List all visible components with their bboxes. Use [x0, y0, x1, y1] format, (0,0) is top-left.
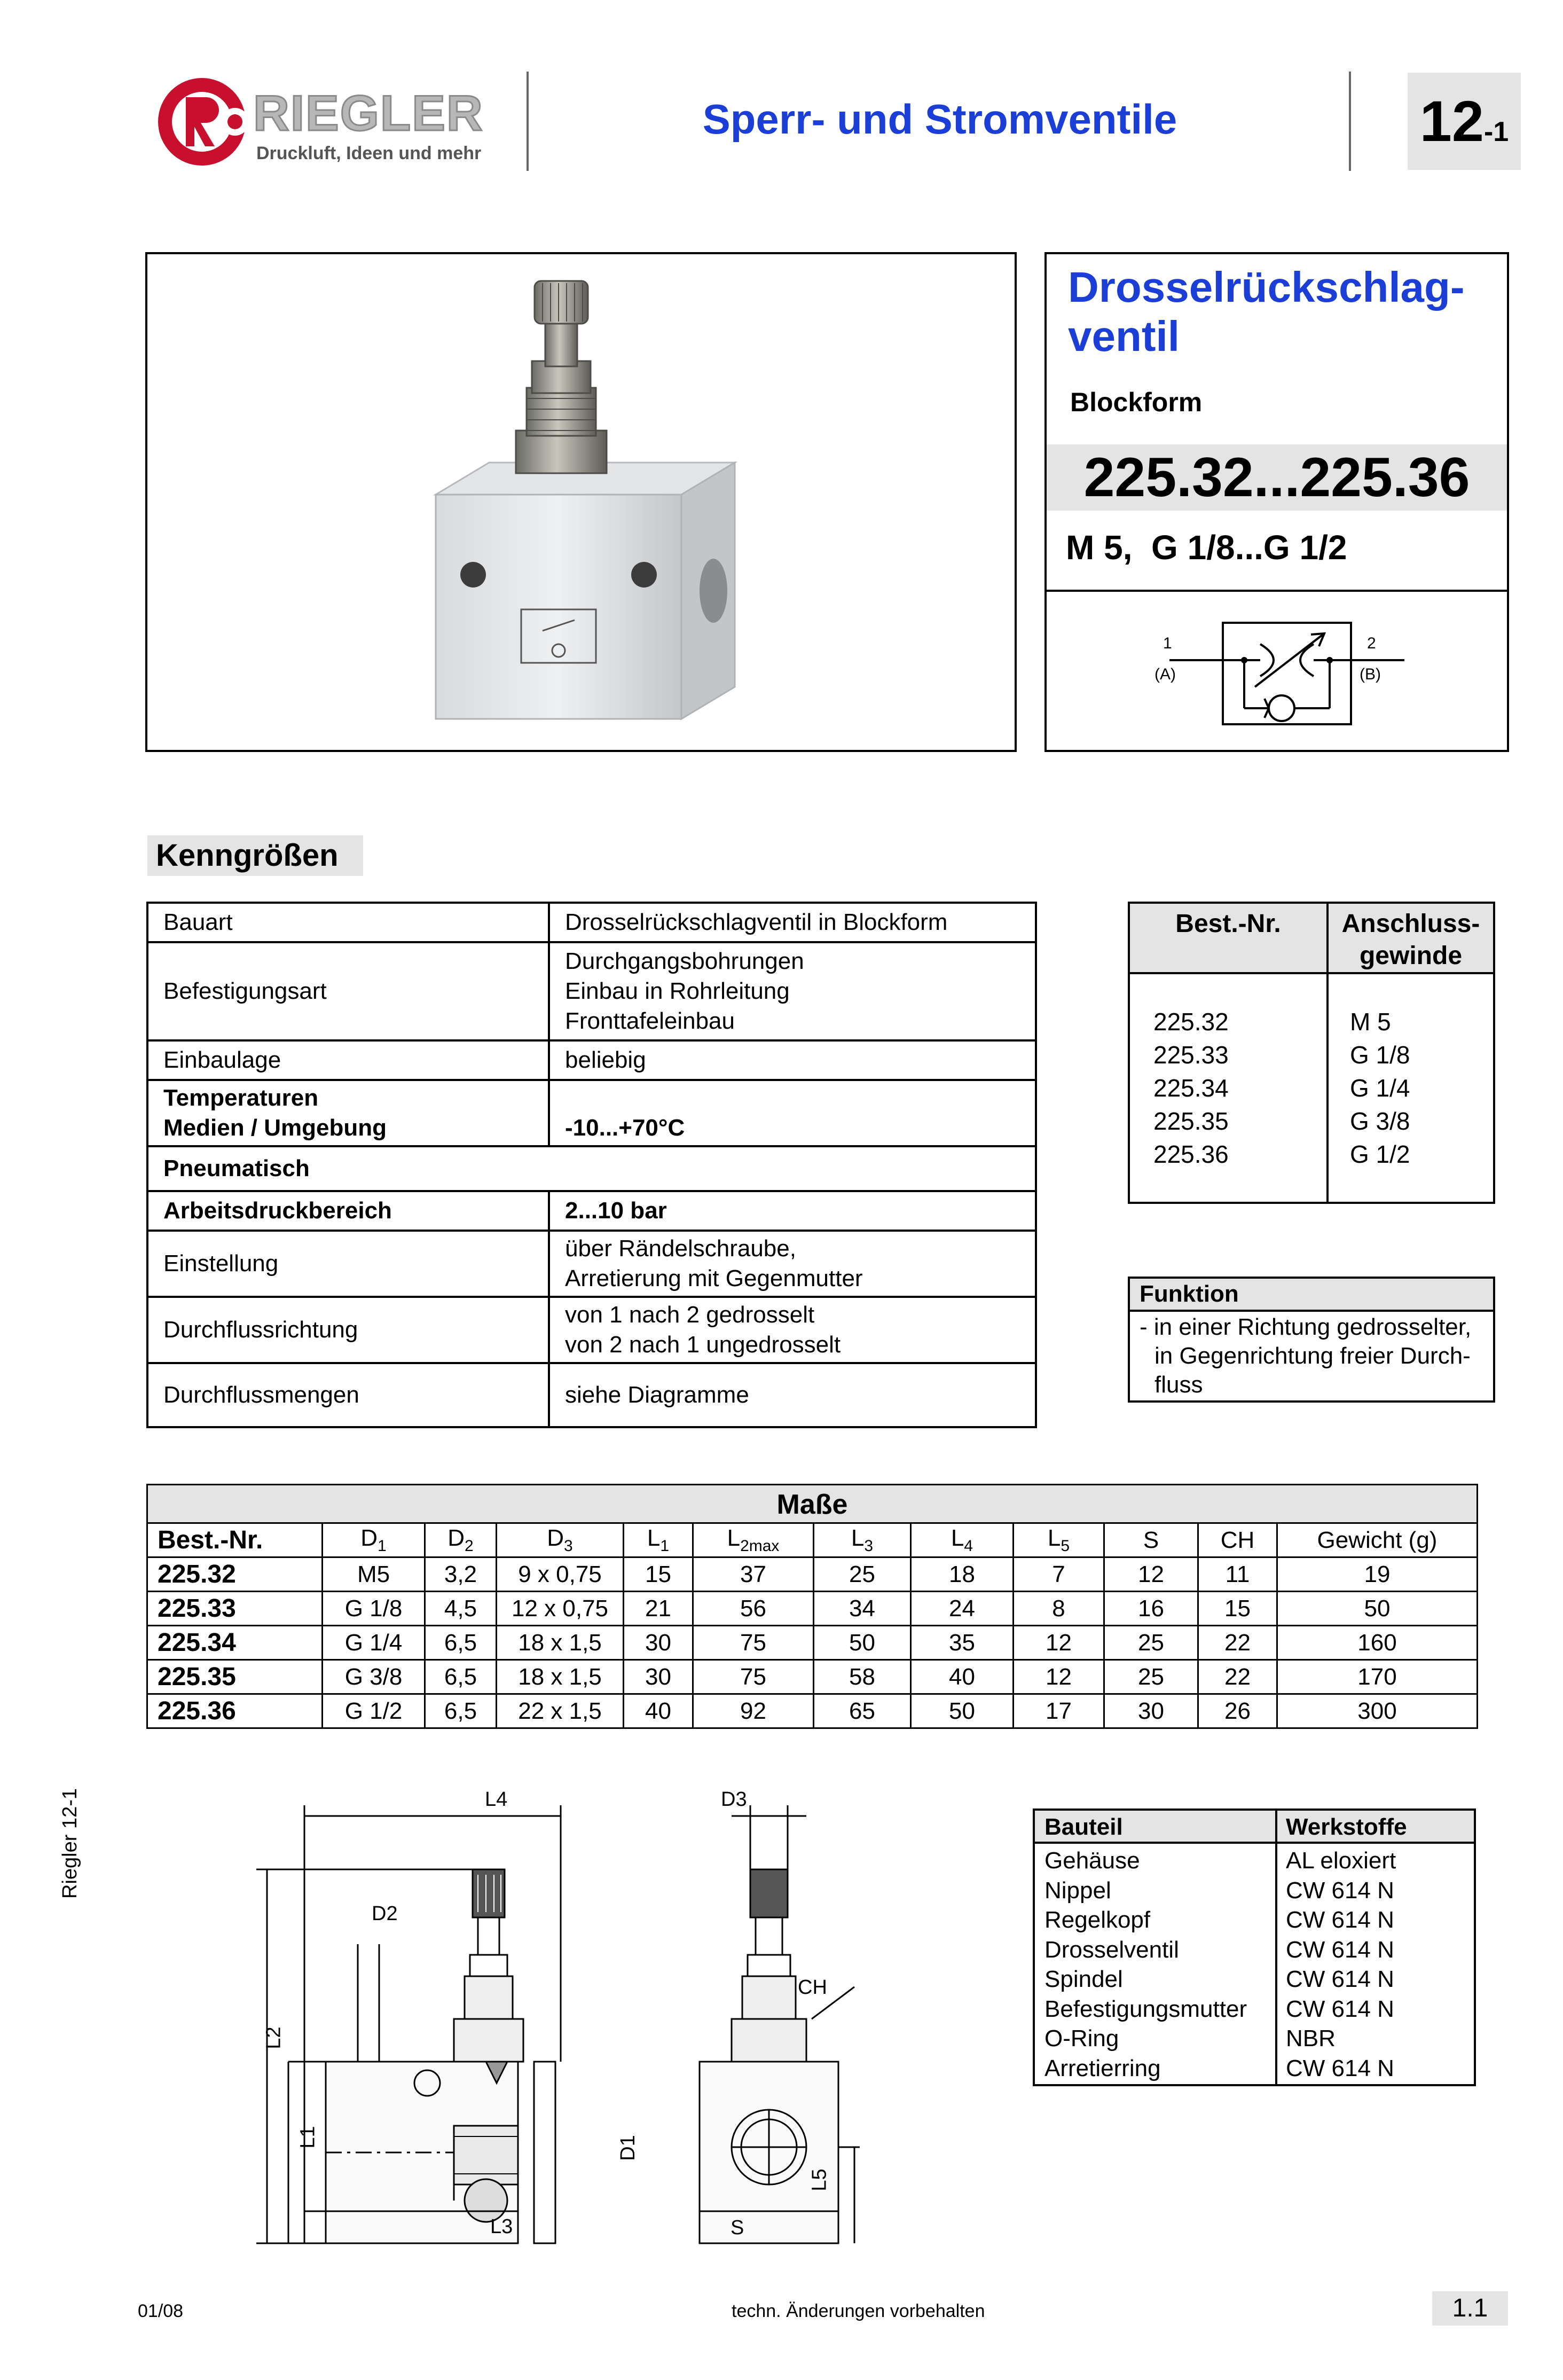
side-label: Riegler 12-1 [59, 1788, 81, 1899]
list-item: 225.34 [1153, 1074, 1229, 1102]
dimension-cell: 19 [1277, 1557, 1478, 1592]
drawing-label-L3: L3 [490, 2215, 513, 2238]
footer-note: techn. Änderungen vorbehalten [732, 2301, 985, 2321]
dimension-drawing [235, 1784, 876, 2254]
masse-header-cell: $L_{2max}$ [693, 1523, 814, 1557]
dimension-cell: 30 [1104, 1694, 1198, 1728]
dimension-cell: 40 [624, 1694, 693, 1728]
list-item: 225.32 [1153, 1008, 1229, 1036]
dimension-cell: 50 [911, 1694, 1014, 1728]
dimension-cell: 6,5 [425, 1660, 497, 1694]
dimension-cell: G 1/4 [323, 1626, 425, 1660]
article-range-band [1047, 444, 1507, 511]
list-item: 225.33 [1153, 1041, 1229, 1069]
list-item: M 5 [1350, 1008, 1391, 1036]
list-item: Arretierring [1044, 2055, 1161, 2081]
drawing-label-L4: L4 [485, 1788, 508, 1811]
logo-text: RIEGLER [253, 85, 484, 141]
list-item: G 1/2 [1350, 1140, 1410, 1168]
list-item: CW 614 N [1286, 1936, 1394, 1963]
article-number-cell: 225.35 [147, 1660, 323, 1694]
table-row: Bauart Drosselrückschlagventil in Blockform [147, 903, 1036, 942]
order-nr-list [1153, 1005, 1229, 1171]
drawing-label-D1: D1 [616, 2135, 639, 2161]
dimension-cell: 18 [911, 1557, 1014, 1592]
list-item: CW 614 N [1286, 1907, 1394, 1933]
materials-part-list [1044, 1846, 1247, 2083]
product-title-line2: ventil [1068, 312, 1180, 360]
dimension-cell: 170 [1277, 1660, 1478, 1694]
dimension-cell: 4,5 [425, 1592, 497, 1626]
drawing-label-L1: L1 [296, 2126, 319, 2149]
list-item: Befestigungsmutter [1044, 1995, 1247, 2022]
materials-col-divider [1275, 1811, 1277, 2084]
page-number-sub: -1 [1483, 116, 1509, 147]
symbol-port1-label: (A) [1154, 666, 1176, 683]
valve-symbol-icon [1137, 601, 1436, 735]
dimension-cell: 18 x 1,5 [497, 1660, 624, 1694]
list-item: CW 614 N [1286, 1877, 1394, 1904]
dimension-cell: 15 [624, 1557, 693, 1592]
masse-header-cell: CH [1198, 1523, 1277, 1557]
dimension-cell: 3,2 [425, 1557, 497, 1592]
list-item: Nippel [1044, 1877, 1111, 1904]
product-photo-frame [145, 252, 1017, 752]
list-item: Drosselventil [1044, 1936, 1179, 1963]
masse-header-cell: $D_2$ [425, 1523, 497, 1557]
funktion-heading: Funktion [1140, 1281, 1239, 1307]
materials-table [1033, 1809, 1476, 2086]
kenngroessen-heading: Kenngrößen [147, 835, 363, 876]
dimension-cell: 37 [693, 1557, 814, 1592]
dimension-cell: 40 [911, 1660, 1014, 1694]
product-subtitle: Blockform [1070, 387, 1203, 417]
dimension-cell: 50 [814, 1626, 911, 1660]
dimension-cell: 22 [1198, 1660, 1277, 1694]
drawing-label-L2: L2 [262, 2026, 285, 2049]
dimension-cell: M5 [323, 1557, 425, 1592]
list-item: CW 614 N [1286, 2055, 1394, 2081]
logo-tagline: Druckluft, Ideen und mehr [256, 143, 482, 163]
dimension-cell: 16 [1104, 1592, 1198, 1626]
product-photo [414, 270, 756, 740]
dimension-cell: G 3/8 [323, 1660, 425, 1694]
list-item: NBR [1286, 2025, 1336, 2052]
table-row: Durchflussrichtung von 1 nach 2 gedrosselt von 2 nach 1 ungedrosselt [147, 1297, 1036, 1363]
title-box-divider [1047, 590, 1507, 592]
dimension-cell: 25 [1104, 1660, 1198, 1694]
article-range: 225.32...225.36 [1083, 447, 1470, 508]
dimension-cell: 25 [1104, 1626, 1198, 1660]
dimension-cell: 22 [1198, 1626, 1277, 1660]
funktion-header [1130, 1279, 1493, 1312]
article-number-cell: 225.36 [147, 1694, 323, 1728]
dimension-cell: 18 x 1,5 [497, 1626, 624, 1660]
masse-heading: Maße [776, 1489, 848, 1520]
drawing-label-L5: L5 [808, 2168, 831, 2191]
article-number-cell: 225.34 [147, 1626, 323, 1660]
dimension-cell: 300 [1277, 1694, 1478, 1728]
dimension-cell: 50 [1277, 1592, 1478, 1626]
masse-heading-band [146, 1484, 1478, 1522]
drawing-label-D3: D3 [721, 1788, 747, 1811]
funktion-text: - in einer Richtung gedrosselter, in Gegenrichtung freier Durch- fluss [1140, 1314, 1472, 1398]
dimension-cell: 24 [911, 1592, 1014, 1626]
list-item: Spindel [1044, 1966, 1123, 1992]
dimension-cell: 12 [1104, 1557, 1198, 1592]
symbol-port2: 2 [1367, 635, 1376, 652]
dimension-cell: 6,5 [425, 1626, 497, 1660]
masse-header-row [147, 1523, 1478, 1557]
dimension-cell: 17 [1014, 1694, 1104, 1728]
list-item: Regelkopf [1044, 1907, 1151, 1933]
page-number: 12 [1419, 89, 1484, 153]
dimension-cell: G 1/2 [323, 1694, 425, 1728]
table-row: Pneumatisch [147, 1146, 1036, 1191]
table-row [147, 1694, 1478, 1728]
symbol-port2-label: (B) [1360, 666, 1381, 683]
dimension-cell: 22 x 1,5 [497, 1694, 624, 1728]
dimension-cell: 75 [693, 1626, 814, 1660]
dimension-cell: 160 [1277, 1626, 1478, 1660]
dimension-cell: 12 x 0,75 [497, 1592, 624, 1626]
dimension-cell: 30 [624, 1626, 693, 1660]
dimension-cell: 8 [1014, 1592, 1104, 1626]
logo [155, 75, 486, 171]
masse-header-cell: $L_5$ [1014, 1523, 1104, 1557]
masse-header-cell: $L_3$ [814, 1523, 911, 1557]
table-row: Einstellung über Rändelschraube, Arretierung mit Gegenmutter [147, 1231, 1036, 1297]
list-item: 225.35 [1153, 1107, 1229, 1135]
table-row: Einbaulage beliebig [147, 1040, 1036, 1080]
dimension-cell: 7 [1014, 1557, 1104, 1592]
page-number-box [1408, 73, 1521, 170]
dimension-cell: G 1/8 [323, 1592, 425, 1626]
header-divider-right [1349, 72, 1351, 171]
list-item: Gehäuse [1044, 1847, 1140, 1874]
drawing-label-S: S [731, 2217, 744, 2239]
materials-header-part: Bauteil [1044, 1814, 1123, 1840]
footer-date: 01/08 [138, 2301, 184, 2321]
dimension-cell: 21 [624, 1592, 693, 1626]
list-item: 225.36 [1153, 1140, 1229, 1168]
table-row: Befestigungsart Durchgangsbohrungen Einbau in Rohrleitung Fronttafeleinbau [147, 942, 1036, 1040]
masse-header-cell: S [1104, 1523, 1198, 1557]
footer-page-box [1432, 2291, 1508, 2326]
masse-header-cell: $D_3$ [497, 1523, 624, 1557]
table-row: Durchflussmengen siehe Diagramme [147, 1363, 1036, 1427]
funktion-box [1128, 1277, 1495, 1403]
table-row [147, 1592, 1478, 1626]
dimension-cell: 26 [1198, 1694, 1277, 1728]
list-item: CW 614 N [1286, 1995, 1394, 2022]
dimension-cell: 34 [814, 1592, 911, 1626]
masse-header-cell: $L_1$ [624, 1523, 693, 1557]
dimension-cell: 9 x 0,75 [497, 1557, 624, 1592]
materials-material-list [1286, 1846, 1396, 2083]
table-row: Arbeitsdruckbereich 2...10 bar [147, 1191, 1036, 1231]
materials-header-material: Werkstoffe [1286, 1814, 1407, 1840]
kenngroessen-table [146, 902, 1037, 1428]
order-col1-header: Best.-Nr. [1175, 910, 1281, 938]
list-item: AL eloxiert [1286, 1847, 1396, 1874]
drawing-label-D2: D2 [372, 1903, 398, 1925]
list-item: G 1/8 [1350, 1041, 1410, 1069]
product-title-line1: Drosselrückschlag- [1068, 263, 1465, 311]
list-item: O-Ring [1044, 2025, 1119, 2052]
dimension-cell: 65 [814, 1694, 911, 1728]
footer-page: 1.1 [1452, 2294, 1488, 2322]
dimension-cell: 15 [1198, 1592, 1277, 1626]
order-table [1128, 902, 1495, 1204]
drawing-label-CH: CH [798, 1976, 827, 1999]
dimension-cell: 30 [624, 1660, 693, 1694]
masse-header-cell: Best.-Nr. [147, 1523, 323, 1557]
table-row [147, 1660, 1478, 1694]
dimension-cell: 6,5 [425, 1694, 497, 1728]
article-number-cell: 225.33 [147, 1592, 323, 1626]
masse-header-cell: $D_1$ [323, 1523, 425, 1557]
table-row: Temperaturen Medien / Umgebung -10...+70°C [147, 1080, 1036, 1146]
article-number-cell: 225.32 [147, 1557, 323, 1592]
masse-header-cell: Gewicht (g) [1277, 1523, 1478, 1557]
dimension-cell: 35 [911, 1626, 1014, 1660]
dimension-cell: 25 [814, 1557, 911, 1592]
list-item: G 1/4 [1350, 1074, 1410, 1102]
order-col2-header-line1: Anschluss- [1341, 910, 1480, 938]
section-title: Sperr- und Stromventile [702, 96, 1177, 143]
list-item: G 3/8 [1350, 1107, 1410, 1135]
symbol-port1: 1 [1163, 635, 1172, 652]
dimension-cell: 92 [693, 1694, 814, 1728]
table-row [147, 1557, 1478, 1592]
order-thread-list [1350, 1005, 1410, 1171]
dimension-cell: 12 [1014, 1626, 1104, 1660]
dimension-cell: 56 [693, 1592, 814, 1626]
masse-table [146, 1522, 1478, 1729]
table-row [147, 1626, 1478, 1660]
product-title-box [1044, 252, 1509, 752]
order-col2-header-line2: gewinde [1359, 942, 1463, 970]
dimension-cell: 11 [1198, 1557, 1277, 1592]
list-item: CW 614 N [1286, 1966, 1394, 1992]
header-divider-left [527, 72, 529, 171]
masse-header-cell: $L_4$ [911, 1523, 1014, 1557]
dimension-cell: 58 [814, 1660, 911, 1694]
dimension-cell: 12 [1014, 1660, 1104, 1694]
logo-mark-icon [155, 75, 251, 171]
dimension-cell: 75 [693, 1660, 814, 1694]
thread-range: M 5, G 1/8...G 1/2 [1066, 528, 1347, 567]
